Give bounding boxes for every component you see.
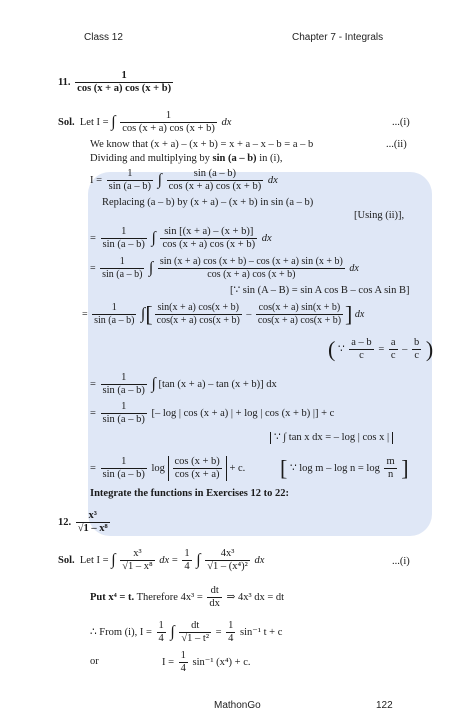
fraction-numerator: 1 bbox=[180, 650, 186, 661]
fraction-2 bbox=[173, 456, 222, 481]
divide-bold: sin (a – b) bbox=[212, 153, 257, 164]
put-arrow: ⇒ 4x³ dx = dt bbox=[226, 591, 285, 603]
fraction-denominator: c bbox=[390, 350, 396, 361]
step-2 bbox=[90, 226, 272, 251]
from-text: ∴ From (i), I = bbox=[90, 626, 152, 638]
sol-label: Sol. bbox=[58, 554, 75, 566]
integral-sign: ∫ bbox=[111, 551, 116, 569]
integral-sign: ∫ bbox=[157, 171, 162, 189]
fraction-1 bbox=[101, 226, 147, 251]
fraction-denominator: √1 – x⁸ bbox=[77, 523, 108, 534]
integral-sign: ∫ bbox=[140, 305, 146, 323]
fraction-numerator: 1 bbox=[184, 548, 190, 559]
section-heading: Integrate the functions in Exercises 12 to 22: bbox=[90, 488, 289, 499]
or-tail: sin⁻¹ (x⁴) + c. bbox=[192, 656, 251, 668]
fraction-denominator: cos (x + a) cos (x + b) bbox=[207, 269, 296, 280]
fraction-denominator: sin (a – b) bbox=[108, 181, 151, 192]
page-number: 122 bbox=[376, 700, 393, 711]
fraction-3 bbox=[205, 548, 250, 573]
question-11 bbox=[58, 70, 175, 95]
lhs: I = bbox=[90, 174, 103, 186]
fraction-denominator: cos(x + a) cos(x + b) bbox=[257, 315, 342, 326]
step-body: [tan (x + a) – tan (x + b)] dx bbox=[158, 378, 277, 390]
fraction-hint bbox=[328, 337, 433, 362]
step-6 bbox=[90, 401, 334, 426]
fraction-denominator: √1 – t² bbox=[181, 633, 209, 644]
left-paren: ( bbox=[328, 336, 336, 362]
let-text: Let I = bbox=[79, 116, 109, 128]
identity-hint: [∵ sin (A – B) = sin A cos B – cos A sin B] bbox=[230, 285, 410, 296]
know-text: We know that (x + a) – (x + b) = x + a – x – b = a – b bbox=[90, 139, 314, 150]
fraction-denominator: √1 – x⁸ bbox=[122, 561, 153, 572]
fraction-1 bbox=[179, 650, 188, 675]
fraction-denominator: dx bbox=[209, 598, 220, 609]
fraction-2 bbox=[158, 256, 345, 281]
fraction-numerator: dt bbox=[207, 585, 222, 598]
fraction-numerator: sin(x + a) cos(x + b) bbox=[155, 302, 242, 315]
fraction-1 bbox=[107, 168, 153, 193]
question-fraction bbox=[76, 510, 110, 535]
fraction-denominator: 4 bbox=[184, 561, 190, 572]
hint-frac-b bbox=[389, 337, 398, 362]
log-hint-text: ∵ log m – log n = log bbox=[289, 462, 380, 474]
fraction-denominator: c bbox=[359, 350, 364, 361]
dx: dx bbox=[221, 116, 232, 128]
fraction-denominator: n bbox=[387, 469, 394, 480]
fraction-numerator: x³ bbox=[76, 510, 110, 523]
replace-text: Replacing (a – b) by (x + a) – (x + b) in sin (a – b) bbox=[102, 197, 314, 208]
step-7 bbox=[90, 456, 245, 481]
fraction-denominator: cos (x + a) cos (x + b) bbox=[122, 123, 215, 134]
question-12 bbox=[58, 510, 112, 535]
fraction-1 bbox=[101, 456, 147, 481]
fraction-numerator: 1 bbox=[228, 620, 234, 631]
question-number: 11. bbox=[58, 76, 71, 88]
equals: = bbox=[215, 626, 222, 638]
fraction-denominator: sin (a – b) bbox=[102, 269, 143, 280]
integral-sign: ∫ bbox=[151, 229, 156, 247]
fraction-b bbox=[256, 302, 343, 327]
fraction-denominator: 4 bbox=[180, 663, 186, 674]
step-1 bbox=[90, 168, 278, 193]
fraction-numerator: 4x³ bbox=[205, 548, 250, 561]
log-hint bbox=[280, 456, 409, 481]
fraction-denominator: 4 bbox=[228, 633, 234, 644]
fraction-denominator: 4 bbox=[158, 633, 164, 644]
fraction-2 bbox=[160, 226, 257, 251]
fraction-denominator: c bbox=[414, 350, 419, 361]
header-chapter: Chapter 7 - Integrals bbox=[292, 32, 384, 43]
fraction-numerator: a bbox=[390, 337, 396, 348]
fraction-denominator: cos (x + a) cos (x + b) bbox=[162, 239, 256, 250]
fraction-1 bbox=[92, 302, 136, 327]
equals: = bbox=[90, 462, 96, 474]
integral-sign: ∫ bbox=[148, 259, 154, 277]
put-text: Therefore 4x³ = bbox=[136, 591, 203, 603]
fraction-numerator: sin [(x + a) – (x + b)] bbox=[160, 226, 257, 239]
sol-label: Sol. bbox=[58, 116, 75, 128]
dx: dx bbox=[159, 554, 170, 566]
ref-ii: ...(ii) bbox=[386, 139, 407, 150]
fraction-denominator: sin (a – b) bbox=[102, 239, 145, 250]
dx: dx bbox=[267, 174, 278, 186]
divide-tail: in (i), bbox=[259, 153, 283, 164]
fraction-a bbox=[155, 302, 242, 327]
because-symbol: ∵ bbox=[337, 343, 345, 355]
log-text: log bbox=[151, 462, 165, 474]
fraction-numerator: x³ bbox=[120, 548, 154, 561]
ref-i: ...(i) bbox=[392, 117, 410, 128]
fraction-denominator: cos (x + a) cos (x + b) bbox=[168, 181, 262, 192]
or-label: or bbox=[90, 656, 99, 667]
equals: = bbox=[378, 343, 385, 355]
equals: = bbox=[90, 262, 96, 274]
dx: dx bbox=[261, 232, 272, 244]
question-fraction bbox=[75, 70, 173, 95]
minus: – bbox=[402, 343, 408, 355]
fraction-numerator: dt bbox=[179, 620, 211, 633]
from-tail: sin⁻¹ t + c bbox=[240, 626, 283, 638]
divide-text: Dividing and multiplying by bbox=[90, 153, 210, 164]
fraction-1 bbox=[101, 401, 147, 426]
fraction-numerator: 1 bbox=[101, 372, 147, 385]
fraction-denominator: sin (a – b) bbox=[94, 315, 135, 326]
fraction-numerator: cos (x + b) bbox=[174, 456, 220, 467]
right-bracket: ] bbox=[401, 455, 409, 481]
fraction-3 bbox=[226, 620, 235, 645]
put-bold: Put x⁴ = t. bbox=[90, 591, 135, 603]
left-bracket: [ bbox=[145, 301, 153, 327]
equals: = bbox=[82, 308, 88, 320]
right-bracket: ] bbox=[345, 301, 353, 327]
put-fraction bbox=[207, 585, 222, 610]
minus: – bbox=[246, 308, 252, 320]
fraction-denominator: sin (a – b) bbox=[102, 469, 145, 480]
integral-sign: ∫ bbox=[196, 551, 201, 569]
step-3 bbox=[90, 256, 359, 281]
log-hint-fraction bbox=[384, 456, 396, 481]
sol12-let bbox=[58, 548, 264, 573]
fraction-1 bbox=[101, 372, 147, 397]
fraction-1 bbox=[157, 620, 166, 645]
fraction-numerator: 1 bbox=[75, 70, 173, 83]
hint-frac-a bbox=[349, 337, 373, 362]
equals: = bbox=[90, 407, 96, 419]
step-body: [– log | cos (x + a) | + log | cos (x + b) |] + c bbox=[151, 407, 335, 419]
ref-i-12: ...(i) bbox=[392, 556, 410, 567]
fraction-2 bbox=[179, 620, 211, 645]
put-line bbox=[90, 585, 284, 610]
fraction-numerator: 1 bbox=[101, 401, 147, 414]
fraction-numerator: sin (x + a) cos (x + b) – cos (x + a) sin (x + b) bbox=[159, 256, 343, 267]
dx: dx bbox=[354, 308, 365, 320]
step-4 bbox=[82, 302, 364, 327]
left-bracket: [ bbox=[280, 455, 288, 481]
fraction-1 bbox=[100, 256, 144, 281]
fraction-numerator: 1 bbox=[92, 302, 136, 315]
right-paren: ) bbox=[425, 336, 434, 362]
equals: = bbox=[171, 554, 178, 566]
footer-brand: MathonGo bbox=[214, 700, 261, 711]
or-line bbox=[162, 650, 250, 675]
step-tail: + c. bbox=[229, 462, 246, 474]
fraction-numerator: 1 bbox=[100, 256, 144, 269]
fraction-1 bbox=[120, 548, 154, 573]
let-text: Let I = bbox=[79, 554, 109, 566]
fraction-numerator: 1 bbox=[158, 620, 164, 631]
sol11-let bbox=[58, 110, 231, 135]
fraction-numerator: a – b bbox=[351, 337, 372, 348]
lhs: I = bbox=[162, 656, 175, 668]
fraction-numerator: b bbox=[414, 337, 420, 348]
integral-sign: ∫ bbox=[170, 623, 175, 641]
fraction-numerator: m bbox=[386, 456, 395, 467]
fraction-2 bbox=[182, 548, 191, 573]
using-ii: [Using (ii)], bbox=[354, 210, 405, 221]
hint-frac-c bbox=[412, 337, 421, 362]
fraction-numerator: 1 bbox=[101, 226, 147, 239]
fraction-denominator: sin (a – b) bbox=[102, 414, 145, 425]
dx: dx bbox=[349, 262, 359, 274]
from-line bbox=[90, 620, 282, 645]
fraction-denominator: √1 – (x⁴)² bbox=[207, 561, 248, 572]
fraction-2 bbox=[167, 168, 264, 193]
fraction-denominator: cos (x + a) cos (x + b) bbox=[77, 83, 172, 94]
fraction-numerator: sin (a – b) bbox=[167, 168, 264, 181]
question-number: 12. bbox=[58, 516, 72, 528]
step-5 bbox=[90, 372, 277, 397]
header-class: Class 12 bbox=[84, 32, 123, 43]
fraction-denominator: cos(x + a) cos(x + b) bbox=[156, 315, 240, 326]
dx: dx bbox=[254, 554, 265, 566]
equals: = bbox=[90, 232, 96, 244]
divide-line bbox=[90, 153, 283, 165]
equals: = bbox=[90, 378, 96, 390]
integral-sign: ∫ bbox=[151, 375, 156, 393]
fraction-numerator: cos(x + a) sin(x + b) bbox=[256, 302, 343, 315]
fraction-numerator: 1 bbox=[107, 168, 153, 181]
fraction-numerator: 1 bbox=[101, 456, 147, 469]
tan-hint bbox=[270, 432, 393, 444]
fraction-denominator: sin (a – b) bbox=[102, 385, 145, 396]
tan-hint-text: ∵ ∫ tan x dx = – log | cos x | bbox=[270, 432, 393, 444]
absolute-value bbox=[168, 456, 227, 481]
let-fraction bbox=[120, 110, 217, 135]
fraction-numerator: 1 bbox=[120, 110, 217, 123]
integral-sign: ∫ bbox=[111, 113, 116, 131]
fraction-denominator: cos (x + a) bbox=[174, 469, 220, 480]
